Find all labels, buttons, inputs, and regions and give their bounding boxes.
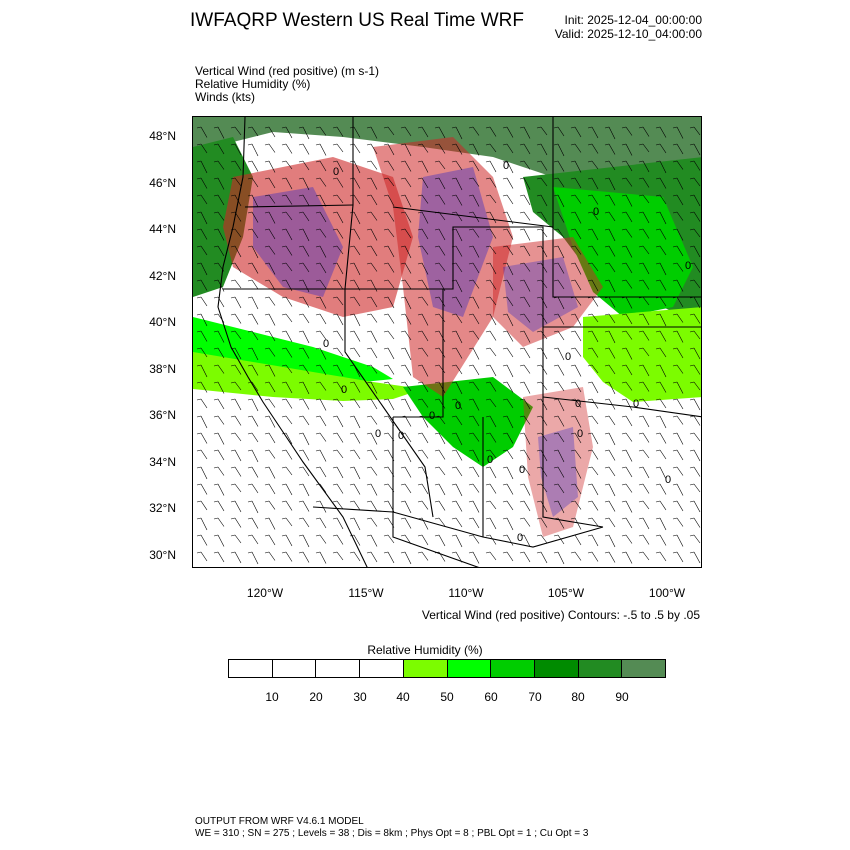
lon-label: 110°W xyxy=(448,586,484,600)
legend-relative-humidity: Relative Humidity (%) xyxy=(195,77,311,91)
legend-vertical-wind: Vertical Wind (red positive) (m s-1) xyxy=(195,64,380,78)
colorbar-label: 40 xyxy=(396,690,410,704)
contour-label: 0 xyxy=(517,532,524,544)
footer-config: WE = 310 ; SN = 275 ; Levels = 38 ; Dis = 8km ; Phys Opt = 8 ; PBL Opt = 1 ; Cu Opt = 3 xyxy=(195,828,589,839)
lat-label: 36°N xyxy=(149,408,176,422)
lon-label: 115°W xyxy=(348,586,384,600)
lon-label: 100°W xyxy=(648,586,686,600)
contour-label: 0 xyxy=(593,206,600,218)
plot-title: IWFAQRP Western US Real Time WRF xyxy=(190,10,524,31)
colorbar-segment xyxy=(448,660,492,677)
colorbar-label: 20 xyxy=(309,690,323,704)
contour-label: 0 xyxy=(633,398,640,410)
contour-label: 0 xyxy=(565,351,572,363)
lat-label: 46°N xyxy=(149,176,176,190)
colorbar xyxy=(228,659,666,678)
contour-label: 0 xyxy=(455,400,462,412)
contour-note: Vertical Wind (red positive) Contours: -.5 to .5 by .05 xyxy=(421,608,700,622)
colorbar-label: 60 xyxy=(484,690,498,704)
contour-label: 0 xyxy=(398,430,405,442)
contour-label: 0 xyxy=(575,398,582,410)
colorbar-label: 70 xyxy=(528,690,542,704)
colorbar-segment xyxy=(360,660,404,677)
lon-label: 105°W xyxy=(547,586,585,600)
contour-label: 0 xyxy=(487,454,494,466)
lat-label: 40°N xyxy=(149,315,176,329)
valid-time: Valid: 2025-12-10_04:00:00 xyxy=(554,27,702,41)
contour-label: 0 xyxy=(503,160,510,172)
lon-label: 120°W xyxy=(246,586,284,600)
colorbar-label: 90 xyxy=(615,690,629,704)
contour-label: 0 xyxy=(375,428,382,440)
contour-label: 0 xyxy=(665,474,672,486)
legend-winds: Winds (kts) xyxy=(195,90,255,104)
footer-model: OUTPUT FROM WRF V4.6.1 MODEL xyxy=(195,816,364,827)
colorbar-segment xyxy=(535,660,579,677)
colorbar-label: 30 xyxy=(353,690,367,704)
contour-label: 0 xyxy=(685,260,692,272)
lat-label: 34°N xyxy=(149,455,176,469)
colorbar-segment xyxy=(622,660,665,677)
contour-label: 0 xyxy=(519,464,526,476)
lat-label: 42°N xyxy=(149,269,176,283)
lat-label: 32°N xyxy=(149,501,176,515)
contour-label: 0 xyxy=(341,384,348,396)
contour-label: 0 xyxy=(323,338,330,350)
lat-label: 30°N xyxy=(149,548,176,562)
lat-label: 48°N xyxy=(149,129,176,143)
contour-label: 0 xyxy=(577,428,584,440)
map-panel xyxy=(192,116,702,568)
colorbar-label: 80 xyxy=(571,690,585,704)
colorbar-segment xyxy=(316,660,360,677)
lat-label: 44°N xyxy=(149,222,176,236)
colorbar-label: 50 xyxy=(440,690,454,704)
colorbar-segment xyxy=(579,660,623,677)
colorbar-segment xyxy=(273,660,317,677)
map-canvas xyxy=(193,117,702,568)
colorbar-title: Relative Humidity (%) xyxy=(367,643,483,657)
colorbar-segment xyxy=(229,660,273,677)
lat-label: 38°N xyxy=(149,362,176,376)
contour-label: 0 xyxy=(333,166,340,178)
init-time: Init: 2025-12-04_00:00:00 xyxy=(564,13,702,27)
colorbar-segment xyxy=(491,660,535,677)
contour-label: 0 xyxy=(429,410,436,422)
colorbar-segment xyxy=(404,660,448,677)
colorbar-label: 10 xyxy=(265,690,279,704)
